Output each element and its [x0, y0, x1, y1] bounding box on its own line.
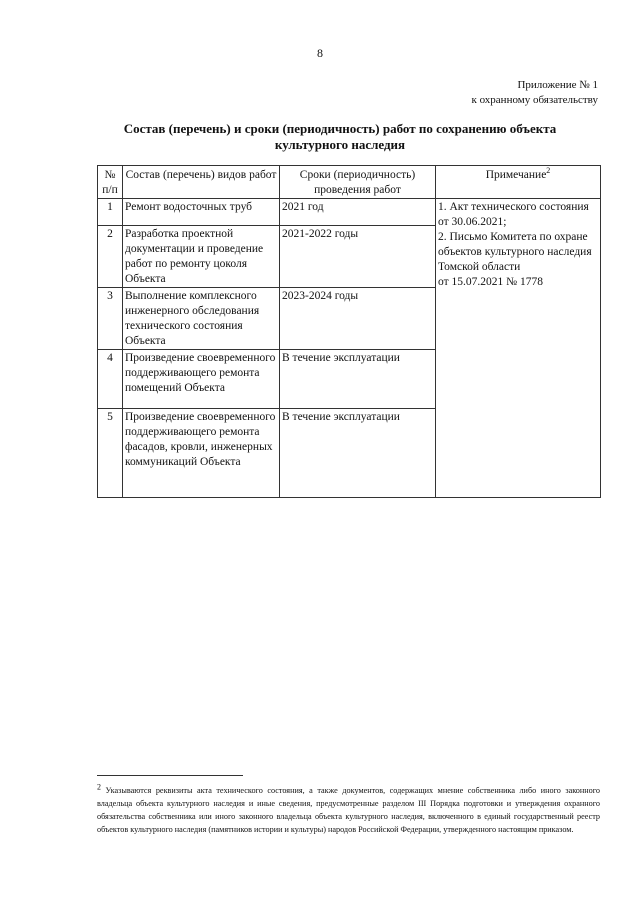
header-note-label: Примечание: [485, 169, 547, 181]
document-title-line-1: Состав (перечень) и сроки (периодичность) работ по сохранению объекта: [123, 121, 557, 136]
header-work: Состав (перечень) видов работ: [123, 166, 280, 199]
header-note-footnote-marker: 2: [546, 166, 551, 176]
appendix-line-2: к охранному обязательству: [471, 94, 598, 106]
note-line-1: 1. Акт технического состояния от 30.06.2021;: [438, 201, 589, 228]
row-number: 3: [98, 288, 123, 350]
note-line-3: от 15.07.2021 № 1778: [438, 276, 543, 288]
document-title: [80, 121, 600, 153]
row-term: В течение эксплуатации: [280, 409, 436, 498]
row-work: Разработка проектной документации и проведение работ по ремонту цоколя Объекта: [123, 226, 280, 288]
footnote-marker: 2: [97, 782, 101, 792]
appendix-header: [471, 78, 598, 108]
row-term: 2021 год: [280, 199, 436, 226]
note-line-2: 2. Письмо Комитета по охране объектов культурного наследия Томской области: [438, 231, 592, 273]
notes-cell: [436, 199, 601, 498]
row-work: Произведение своевременного поддерживающего ремонта помещений Объекта: [123, 350, 280, 409]
row-number: 4: [98, 350, 123, 409]
works-table: [97, 165, 601, 498]
row-work: Выполнение комплексного инженерного обследования технического состояния Объекта: [123, 288, 280, 350]
row-number: 5: [98, 409, 123, 498]
row-number: 2: [98, 226, 123, 288]
row-term: В течение эксплуатации: [280, 350, 436, 409]
footnote-divider: [97, 775, 243, 776]
header-number: № п/п: [98, 166, 123, 199]
row-term: 2021-2022 годы: [280, 226, 436, 288]
row-term: 2023-2024 годы: [280, 288, 436, 350]
document-title-line-2: культурного наследия: [274, 137, 406, 152]
row-work: Произведение своевременного поддерживающего ремонта фасадов, кровли, инженерных коммуникаций Объекта: [123, 409, 280, 498]
row-number: 1: [98, 199, 123, 226]
footnote: [97, 784, 600, 836]
header-term: Сроки (периодичность) проведения работ: [280, 166, 436, 199]
row-work: Ремонт водосточных труб: [123, 199, 280, 226]
footnote-text: Указываются реквизиты акта технического состояния, а также документов, содержащих мнение собственника либо иного законного владельца объекта культурного наследия и иные сведения, предусмотренные разделом III Порядка подготовки и утверждения охранного обязательства собственника или иного законного владельца объекта культурного наследия, включенного в единый государственный реестр объектов культурного наследия (памятников истории и культуры) народов Российской Федерации, утвержденного настоящим приказом.: [97, 786, 600, 834]
table-row: [98, 199, 601, 226]
header-note: [436, 166, 601, 199]
table-header-row: [98, 166, 601, 199]
page-number: 8: [317, 46, 323, 60]
appendix-line-1: Приложение № 1: [517, 79, 598, 91]
